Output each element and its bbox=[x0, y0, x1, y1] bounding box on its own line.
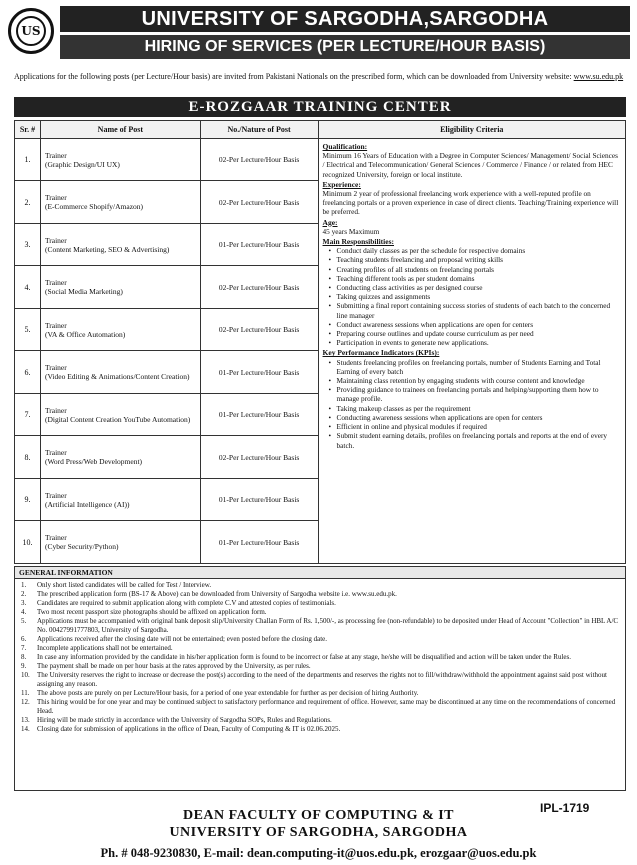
list-item: • Conduct awareness sessions when applications are open for centers bbox=[329, 320, 621, 329]
post-title: Trainer bbox=[44, 490, 67, 500]
row-post-name bbox=[40, 181, 200, 223]
item-number: 4. bbox=[21, 608, 27, 616]
list-item bbox=[21, 698, 621, 716]
post-subject: (VA & Office Automation) bbox=[44, 329, 126, 339]
intro-text bbox=[14, 72, 626, 82]
row-sr: 7. bbox=[15, 393, 41, 435]
list-item bbox=[21, 653, 621, 662]
row-post-name bbox=[40, 266, 200, 308]
row-post-name bbox=[40, 139, 200, 181]
dean-title: DEAN FACULTY OF COMPUTING & IT bbox=[182, 808, 455, 823]
logo-emblem: US bbox=[16, 16, 46, 46]
list-item: • Submitting a final report containing success stories of students of each batch to the concerned line manager bbox=[329, 301, 621, 319]
header-sr: Sr. # bbox=[15, 121, 41, 139]
post-title: Trainer bbox=[44, 448, 67, 458]
list-item: • Conduct daily classes as per the schedule for respective domains bbox=[329, 246, 621, 255]
row-nature: 02-Per Lecture/Hour Basis bbox=[200, 181, 318, 223]
item-text: Applications received after the closing date will not be entertained; even posted before the closing date. bbox=[37, 635, 328, 643]
item-number: 3. bbox=[21, 599, 27, 607]
list-item bbox=[21, 599, 621, 608]
list-item: • Creating profiles of all students on freelancing portals bbox=[329, 265, 621, 274]
post-title: Trainer bbox=[44, 278, 67, 288]
qualification-heading: Qualification: bbox=[322, 142, 368, 151]
general-information-heading: GENERAL INFORMATION bbox=[15, 567, 625, 579]
list-item: • Conducting awareness sessions when applications are open for centers bbox=[329, 413, 621, 422]
item-text: Hiring will be made strictly in accordance with the University of Sargodha SOPs, Rules and Regulations. bbox=[37, 716, 332, 724]
row-nature: 01-Per Lecture/Hour Basis bbox=[200, 478, 318, 520]
list-item bbox=[21, 725, 621, 734]
list-item bbox=[21, 581, 621, 590]
item-text: Incomplete applications shall not be entertained. bbox=[37, 644, 173, 652]
item-text: Only short listed candidates will be called for Test / Interview. bbox=[37, 581, 212, 589]
header-nature: No./Nature of Post bbox=[200, 121, 318, 139]
list-item bbox=[21, 671, 621, 689]
row-post-name bbox=[40, 436, 200, 478]
row-nature: 02-Per Lecture/Hour Basis bbox=[200, 436, 318, 478]
row-sr: 10. bbox=[15, 521, 41, 564]
post-subject: (Word Press/Web Development) bbox=[44, 457, 143, 467]
row-nature: 01-Per Lecture/Hour Basis bbox=[200, 521, 318, 564]
header-eligibility: Eligibility Criteria bbox=[318, 121, 625, 139]
row-nature: 01-Per Lecture/Hour Basis bbox=[200, 351, 318, 393]
item-number: 7. bbox=[21, 644, 27, 652]
item-text: This hiring would be for one year and may be continued subject to satisfactory performance and requirement of office. However, same may be discontinued at any time on the recommendations of concerned Head. bbox=[37, 698, 616, 715]
list-item bbox=[21, 716, 621, 725]
row-sr: 4. bbox=[15, 266, 41, 308]
row-sr: 1. bbox=[15, 139, 41, 181]
experience-heading: Experience: bbox=[322, 179, 361, 189]
eligibility-criteria bbox=[318, 139, 625, 564]
row-sr: 8. bbox=[15, 436, 41, 478]
item-text: Applications must be accompanied with original bank deposit slip/University Challan Form of Rs. 1,500/-, as processing fee (non-refundable) to be deposited under Head of Account "Collection" in HBL A/C No. 00427991777803, University of Sargodha. bbox=[37, 617, 619, 634]
post-title: Trainer bbox=[44, 150, 67, 160]
post-title: Trainer bbox=[44, 235, 67, 245]
list-item: • Providing guidance to trainees on freelancing portals and helping/supporting them how to manage profile. bbox=[329, 385, 621, 403]
item-number: 11. bbox=[21, 689, 30, 697]
item-number: 14. bbox=[21, 725, 30, 733]
item-number: 8. bbox=[21, 653, 27, 661]
experience-text: Minimum 2 year of professional freelancing work experience with a well-reputed profile on freelancing portals or a proven experience in case of direct clients. Teaching/Training experience will be preferred. bbox=[322, 189, 619, 217]
list-item: • Students freelancing profiles on freelancing portals, number of Students Earning and Total Earning of every batch bbox=[329, 358, 621, 376]
post-subject: (E-Commerce Shopify/Amazon) bbox=[44, 202, 144, 212]
age-text: 45 years Maximum bbox=[322, 226, 380, 236]
kpi-heading: Key Performance Indicators (KPIs): bbox=[322, 348, 440, 358]
item-text: The prescribed application form (BS-17 & Above) can be downloaded from University of Sargodha website i.e. www.su.edu.pk. bbox=[37, 590, 397, 598]
item-text: In case any information provided by the candidate in his/her application form is found to be incorrect or false at any stage, he/she will be disqualified and action will be taken under the Rules. bbox=[37, 653, 571, 661]
table-row bbox=[15, 139, 626, 181]
list-item bbox=[21, 590, 621, 599]
item-number: 12. bbox=[21, 698, 30, 706]
list-item bbox=[21, 662, 621, 671]
item-text: Candidates are required to submit application along with complete C.V and attested copies of testimonials. bbox=[37, 599, 336, 607]
list-item bbox=[21, 617, 621, 635]
post-subject: (Social Media Marketing) bbox=[44, 287, 123, 297]
list-item: • Submit student earning details, profiles on freelancing portals and reports at the end of every batch. bbox=[329, 431, 621, 449]
list-item: • Maintaining class retention by engaging students with course content and knowledge bbox=[329, 376, 621, 385]
ipl-number: IPL-1719 bbox=[540, 801, 590, 815]
responsibilities-list bbox=[323, 246, 621, 347]
row-nature: 02-Per Lecture/Hour Basis bbox=[200, 308, 318, 350]
item-number: 1. bbox=[21, 581, 27, 589]
general-information bbox=[14, 566, 626, 791]
list-item: • Taking quizzes and assignments bbox=[329, 292, 621, 301]
post-subject: (Graphic Design/UI UX) bbox=[44, 159, 120, 169]
university-logo bbox=[8, 8, 54, 54]
row-post-name bbox=[40, 223, 200, 265]
general-information-list bbox=[15, 579, 625, 734]
row-post-name bbox=[40, 521, 200, 564]
row-sr: 3. bbox=[15, 223, 41, 265]
row-nature: 01-Per Lecture/Hour Basis bbox=[200, 223, 318, 265]
list-item: • Preparing course outlines and update course curriculum as per need bbox=[329, 329, 621, 338]
post-title: Trainer bbox=[44, 533, 67, 543]
item-text: The payment shall be made on per hour basis at the rates approved by the University, as per rules. bbox=[37, 662, 311, 670]
item-number: 9. bbox=[21, 662, 27, 670]
item-number: 13. bbox=[21, 716, 30, 724]
post-title: Trainer bbox=[44, 193, 67, 203]
website-link[interactable]: www.su.edu.pk bbox=[573, 72, 624, 81]
post-subject: (Cyber Security/Python) bbox=[44, 542, 119, 552]
post-title: Trainer bbox=[44, 320, 67, 330]
item-text: Two most recent passport size photographs should be affixed on application form. bbox=[37, 608, 267, 616]
post-title: Trainer bbox=[44, 405, 67, 415]
row-sr: 2. bbox=[15, 181, 41, 223]
list-item: • Efficient in online and physical modules if required bbox=[329, 422, 621, 431]
post-subject: (Artificial Intelligence (AI)) bbox=[44, 499, 130, 509]
list-item: • Teaching students freelancing and proposal writing skills bbox=[329, 255, 621, 264]
row-sr: 6. bbox=[15, 351, 41, 393]
university-title: UNIVERSITY OF SARGODHA,SARGODHA bbox=[60, 6, 630, 32]
contact-info: Ph. # 048-9230830, E-mail: dean.computing-it@uos.edu.pk, erozgaar@uos.edu.pk bbox=[100, 846, 537, 860]
qualification-text: Minimum 16 Years of Education with a Degree in Computer Sciences/ Management/ Social Sciences / Electrical and Telecommunication/ General Sciences / Commerce / Finance / or related from HEC recognized University, foreign or local institute. bbox=[322, 151, 618, 179]
hiring-banner: HIRING OF SERVICES (PER LECTURE/HOUR BASIS) bbox=[60, 35, 630, 59]
posts-table bbox=[14, 120, 626, 564]
list-item bbox=[21, 644, 621, 653]
row-sr: 9. bbox=[15, 478, 41, 520]
item-text: The University reserves the right to increase or decrease the post(s) according to the need of the departments and reserves the rights not to fill/withdraw/withhold the appointment against said post without assigning any reason. bbox=[37, 671, 607, 688]
list-item: • Conducting class activities as per designed course bbox=[329, 283, 621, 292]
row-post-name bbox=[40, 393, 200, 435]
table-header-row bbox=[15, 121, 626, 139]
responsibilities-heading: Main Responsibilities: bbox=[322, 237, 394, 247]
row-nature: 01-Per Lecture/Hour Basis bbox=[200, 393, 318, 435]
header-name: Name of Post bbox=[40, 121, 200, 139]
list-item: • Teaching different tools as per student domains bbox=[329, 274, 621, 283]
post-subject: (Content Marketing, SEO & Advertising) bbox=[44, 244, 170, 254]
row-post-name bbox=[40, 478, 200, 520]
post-subject: (Digital Content Creation YouTube Automation) bbox=[44, 414, 191, 424]
item-number: 5. bbox=[21, 617, 27, 625]
footer-university: UNIVERSITY OF SARGODHA, SARGODHA bbox=[169, 825, 468, 840]
kpi-list bbox=[323, 358, 621, 450]
list-item bbox=[21, 689, 621, 698]
row-post-name bbox=[40, 351, 200, 393]
age-heading: Age: bbox=[322, 217, 338, 227]
intro-sentence: Applications for the following posts (per Lecture/Hour basis) are invited from Pakistani Nationals on the prescribed form, which can be downloaded from University website: bbox=[14, 72, 572, 81]
row-nature: 02-Per Lecture/Hour Basis bbox=[200, 266, 318, 308]
post-title: Trainer bbox=[44, 363, 67, 373]
row-post-name bbox=[40, 308, 200, 350]
list-item: • Taking makeup classes as per the requirement bbox=[329, 404, 621, 413]
row-nature: 02-Per Lecture/Hour Basis bbox=[200, 139, 318, 181]
row-sr: 5. bbox=[15, 308, 41, 350]
item-number: 2. bbox=[21, 590, 27, 598]
item-text: The above posts are purely on per Lecture/Hour basis, for a period of one year extendable for further as per decision of hiring Authority. bbox=[37, 689, 419, 697]
item-number: 10. bbox=[21, 671, 30, 679]
item-text: Closing date for submission of applications in the office of Dean, Faculty of Computing & IT is 02.06.2025. bbox=[37, 725, 341, 733]
list-item: • Participation in events to generate new applications. bbox=[329, 338, 621, 347]
item-number: 6. bbox=[21, 635, 27, 643]
center-title: E-ROZGAAR TRAINING CENTER bbox=[14, 97, 626, 117]
list-item bbox=[21, 635, 621, 644]
post-subject: (Video Editing & Animations/Content Creation) bbox=[44, 372, 190, 382]
list-item bbox=[21, 608, 621, 617]
